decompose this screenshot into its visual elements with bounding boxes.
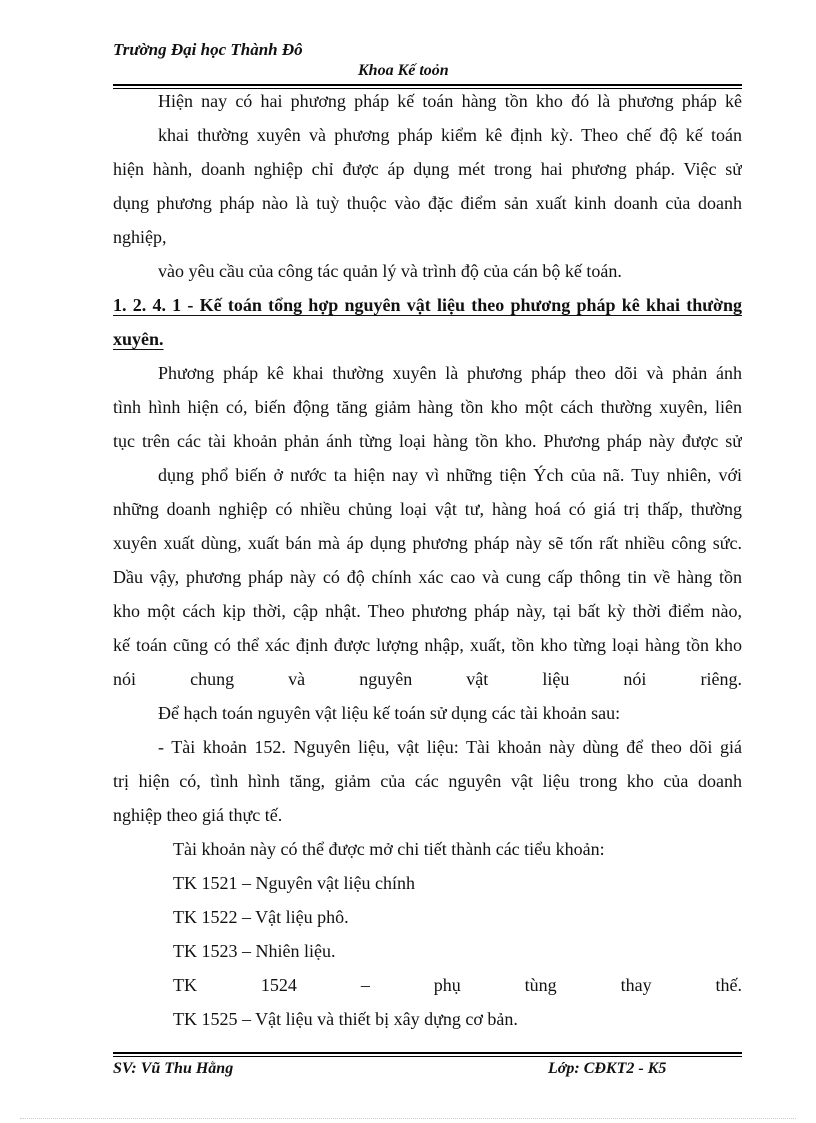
- paragraph-line: nói chung và nguyên vật liệu nói riêng.: [113, 669, 742, 689]
- account-item: TK 1521 – Nguyên vật liệu chính: [173, 873, 415, 893]
- paragraph-line: - Tài khoản 152. Nguyên liệu, vật liệu: Tài khoản này dùng để theo dõi giá: [158, 737, 742, 757]
- footer-rule: [113, 1052, 742, 1054]
- paragraph-line: Dầu vậy, phương pháp này có độ chính xác cao và cung cấp thông tin về hàng tồn: [113, 567, 742, 587]
- paragraph-line: khai thường xuyên và phương pháp kiểm kê định kỳ. Theo chế độ kế toán: [158, 125, 742, 145]
- paragraph-line: những doanh nghiệp có nhiều chủng loại vật tư, hàng hoá có giá trị thấp, thường: [113, 499, 742, 519]
- paragraph-line: Tài khoản này có thể được mở chi tiết thành các tiểu khoản:: [173, 839, 605, 859]
- account-item: TK 1524 – phụ tùng thay thế.: [173, 975, 742, 995]
- paragraph-line: nghiệp,: [113, 227, 167, 247]
- paragraph-line: kế toán cũng có thể xác định được lượng nhập, xuất, tồn kho từng loại hàng tồn kho: [113, 635, 742, 655]
- paragraph-line: tình hình hiện có, biến động tăng giảm hàng tồn kho một cách thường xuyên, liên: [113, 397, 742, 417]
- paragraph-line: Để hạch toán nguyên vật liệu kế toán sử dụng các tài khoản sau:: [158, 703, 621, 723]
- paragraph-line: xuyên xuất dùng, xuất bán mà áp dụng phương pháp này sẽ tốn rất nhiều công sức.: [113, 533, 742, 553]
- paragraph-line: tục trên các tài khoản phản ánh từng loại hàng tồn kho. Phương pháp này được sử: [113, 431, 742, 451]
- document-body: [113, 84, 742, 1036]
- account-item: TK 1525 – Vật liệu và thiết bị xây dựng cơ bản.: [173, 1009, 518, 1029]
- page-edge-divider: [20, 1118, 796, 1119]
- paragraph-line: dụng phổ biến ở nước ta hiện nay vì những tiện Ých của nã. Tuy nhiên, với: [158, 465, 742, 485]
- footer-rule-thin: [113, 1056, 742, 1057]
- footer-class-name: Lớp: CĐKT2 - K5: [548, 1060, 667, 1077]
- account-item: TK 1522 – Vật liệu phô.: [173, 907, 349, 927]
- paragraph-line: Hiện nay có hai phương pháp kế toán hàng tồn kho đó là phương pháp kê: [158, 91, 742, 111]
- section-heading: 1. 2. 4. 1 - Kế toán tổng hợp nguyên vật liệu theo phương pháp kê khai thường: [113, 295, 742, 315]
- footer-student-name: SV: Vũ Thu Hằng: [113, 1060, 234, 1077]
- section-heading-continued: xuyên.: [113, 329, 164, 349]
- paragraph-line: Phương pháp kê khai thường xuyên là phương pháp theo dõi và phản ánh: [158, 363, 742, 383]
- paragraph-line: hiện hành, doanh nghiệp chỉ được áp dụng mét trong hai phương pháp. Việc sử: [113, 159, 742, 179]
- header-faculty-name: Khoa Kế toỏn: [358, 62, 449, 79]
- paragraph-line: nghiệp theo giá thực tế.: [113, 805, 283, 825]
- header-school-name: Trường Đại học Thành Đô: [113, 40, 303, 59]
- paragraph-line: kho một cách kịp thời, cập nhật. Theo phương pháp này, tại bất kỳ thời điểm nào,: [113, 601, 742, 621]
- paragraph-line: dụng phương pháp nào là tuỳ thuộc vào đặc điểm sản xuất kinh doanh của doanh: [113, 193, 742, 213]
- account-item: TK 1523 – Nhiên liệu.: [173, 941, 336, 961]
- paragraph-line: vào yêu cầu của công tác quản lý và trình độ của cán bộ kế toán.: [158, 261, 622, 281]
- paragraph-line: trị hiện có, tình hình tăng, giảm của các nguyên vật liệu trong kho của doanh: [113, 771, 742, 791]
